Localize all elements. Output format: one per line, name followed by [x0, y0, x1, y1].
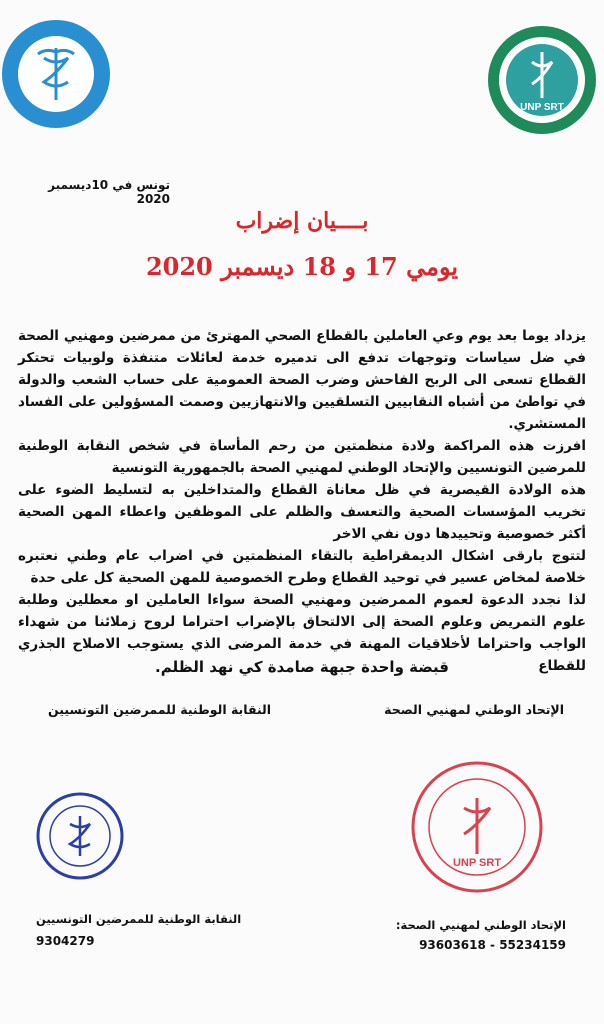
body-paragraph: افرزت هذه المراكمة ولادة منظمتين من رحم المأساة في شخص النقابة الوطنية للمرضين التونسيين والإتحاد الوطني لمهنيي الصحة بالجمهورية التونسية	[18, 438, 586, 476]
body-paragraph: يزداد يوما بعد يوم وعي العاملين بالقطاع الصحي المهترئ من ممرضين ومهنيي الصحة في ضل سياسات وتوجهات تدفع الى تدميره خدمة لعائلات متنفذة ولوبيات تحتكر القطاع تسعى الى الربح الفاحش وضرب الصحة العمومية على حساب الشعب والدولة في تواطئ من أشباه النقابيين التسلقيين والانتهازيين وصمت المسؤولين على الفساد المستشري.	[18, 328, 586, 432]
right-signature-title: الإتحاد الوطني لمهنيي الصحة:	[395, 918, 566, 932]
left-phone: 9304279	[36, 934, 95, 948]
nursing-union-logo	[0, 18, 112, 130]
unpsrt-stamp	[408, 758, 546, 896]
right-org-name: الإتحاد الوطني لمهنيي الصحة	[384, 702, 564, 717]
strike-dates: يومي 17 و 18 ديسمبر 2020	[145, 252, 459, 281]
slogan: قبضة واحدة جبهة صامدة كي نهد الظلم.	[155, 658, 449, 676]
body-paragraph: لذا نجدد الدعوة لعموم الممرضين ومهنيي الصحة سواءا العاملين او معطلين وطلبة علوم التمريض وعلوم الصحة إلى الالتحاق بالإضراب احتراما لروح زملائنا من شهداء الواجب واحتراما لأخلاقيات المهنة في خدمة المرضى الذي يستوجب الاصلاح الجذري للقطاع	[18, 592, 586, 674]
left-org-name: النقابة الوطنية للممرضين التونسيين	[48, 702, 272, 717]
date-line: تونس في 10ديسمبر 2020	[48, 178, 170, 206]
left-signature-title: النقابة الوطنية للممرضين التونسيين	[36, 912, 242, 926]
svg-text:UNP SRT: UNP SRT	[452, 857, 502, 869]
body-paragraph: هذه الولادة القيصرية في ظل معاناة القطاع والمتداخلين به لتسليط الضوء على تخريب المؤسسات الصحية والتعسف والظلم على الموظفين واعطاء المهن الصحية أكثر خصوصية وتحييدها دون نفي الاخر	[18, 482, 586, 542]
statement-title: بــــيان إضراب	[235, 208, 369, 234]
unpsrt-logo-text: UNP SRT	[520, 102, 564, 113]
right-phone: 93603618 - 55234159	[419, 938, 566, 952]
body-paragraph: لتتوج بارقى اشكال الديمقراطية بالتقاء المنظمتين في اضراب عام وطني نعتبره خلاصة لمخاض عسير في توحيد القطاع وطرح الخصوصية للمهن الصحية كل على حدة	[18, 548, 586, 586]
statement-body	[18, 325, 586, 677]
nursing-union-stamp	[34, 790, 126, 882]
unpsrt-logo	[486, 24, 598, 136]
